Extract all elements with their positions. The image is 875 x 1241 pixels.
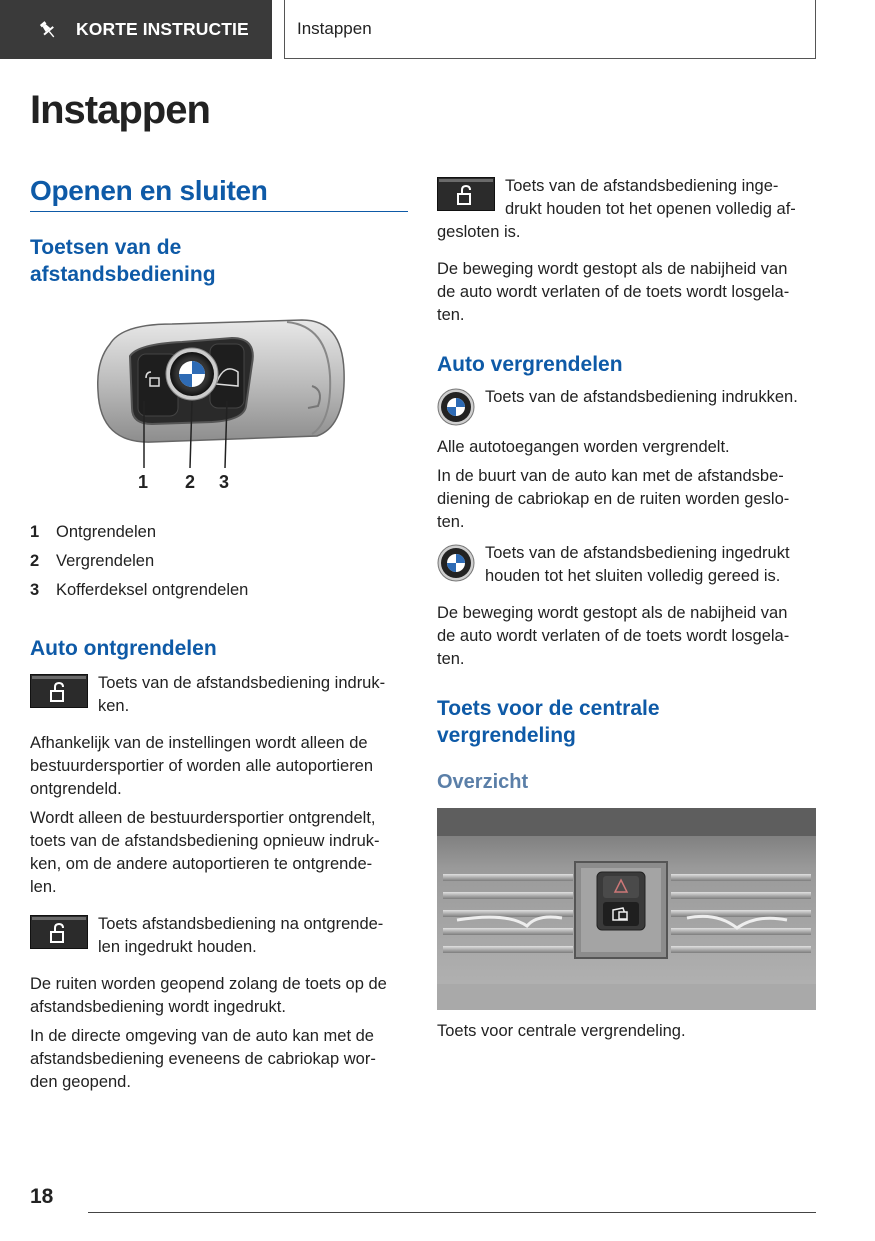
lock-hold-text: Toets van de afstandsbediening ingedrukt houden tot het sluiten volledig gereed is. <box>485 544 790 585</box>
section-title: Openen en sluiten <box>30 175 408 212</box>
lock-key-row <box>437 386 817 430</box>
cabrio-paragraph: In de directe omgeving van de auto kan met de afstandsbediening eveneens de cabriokap wor- den geopend. <box>30 1027 376 1091</box>
bmw-key-icon <box>437 388 475 426</box>
header-tab <box>0 0 272 59</box>
windows-paragraph: De ruiten worden geopend zolang de toets op de afstandsbediening wordt ingedrukt. <box>30 975 387 1016</box>
header-tab-label: KORTE INSTRUCTIE <box>76 19 249 39</box>
page-number: 18 <box>30 1185 54 1208</box>
legend-item: 3 Kofferdeksel ontgrendelen <box>30 581 249 599</box>
central-lock-heading: Toets voor de centrale vergrendeling <box>437 697 660 747</box>
lock-paragraph-1: Alle autotoegangen worden vergrendelt. <box>437 438 730 456</box>
legend <box>30 518 408 605</box>
unlock-key-row <box>30 672 408 718</box>
left-column <box>30 175 408 1094</box>
unlock-paragraph-2: Wordt alleen de bestuurdersportier ontgrendelt, toets van de afstandsbediening opnieuw indruk- ken, om de andere autoportieren te ontgrende- len. <box>30 809 380 896</box>
unlock-key-text: Toets van de afstandsbediening indruk- ken. <box>98 674 386 715</box>
right-column <box>437 175 817 1043</box>
remote-key-figure <box>92 316 352 496</box>
lock-paragraph-2: In de buurt van de auto kan met de afstandsbe- diening de cabriokap en de ruiten worden geslo- ten. <box>437 467 790 531</box>
page-title: Instappen <box>30 88 210 132</box>
hold-key-text: Toets afstandsbediening na ontgrende- len ingedrukt houden. <box>98 915 384 956</box>
unlock-paragraph-1: Afhankelijk van de instellingen wordt alleen de bestuurdersportier of worden alle autoportieren ontgrendeld. <box>30 734 374 798</box>
legend-item: 1 Ontgrendelen <box>30 523 156 541</box>
unlock-key-icon <box>30 674 88 708</box>
lock-heading: Auto vergrendelen <box>437 353 623 376</box>
stop-paragraph-2: De beweging wordt gestopt als de nabijheid van de auto wordt verlaten of de toets wordt losgela- ten. <box>437 604 790 668</box>
figure-label: 3 <box>219 472 230 492</box>
header-section: Instappen <box>284 0 816 59</box>
lock-hold-row <box>437 542 817 588</box>
bmw-key-icon <box>437 544 475 582</box>
unlock-key-icon <box>30 915 88 949</box>
photo-caption: Toets voor centrale vergrendeling. <box>437 1022 686 1040</box>
unlock-heading: Auto ontgrendelen <box>30 637 217 660</box>
unlock-key-icon <box>437 177 495 211</box>
remote-heading: Toetsen van de afstandsbediening <box>30 236 216 286</box>
hold-key-row <box>30 913 408 959</box>
stop-paragraph-1: De beweging wordt gestopt als de nabijheid van de auto wordt verlaten of de toets wordt losgela- ten. <box>437 260 790 324</box>
footer-line <box>88 1212 816 1213</box>
figure-label: 2 <box>185 472 196 492</box>
figure-label: 1 <box>138 472 149 492</box>
pin-icon <box>36 18 60 42</box>
hold-open-row <box>437 175 817 244</box>
lock-key-text: Toets van de afstandsbediening indrukken. <box>485 388 798 406</box>
overview-heading: Overzicht <box>437 771 529 793</box>
hold-open-text: Toets van de afstandsbediening inge- drukt houden tot het openen volledig af- gesloten is. <box>437 177 796 241</box>
legend-item: 2 Vergrendelen <box>30 552 155 570</box>
central-lock-photo <box>437 808 816 1010</box>
